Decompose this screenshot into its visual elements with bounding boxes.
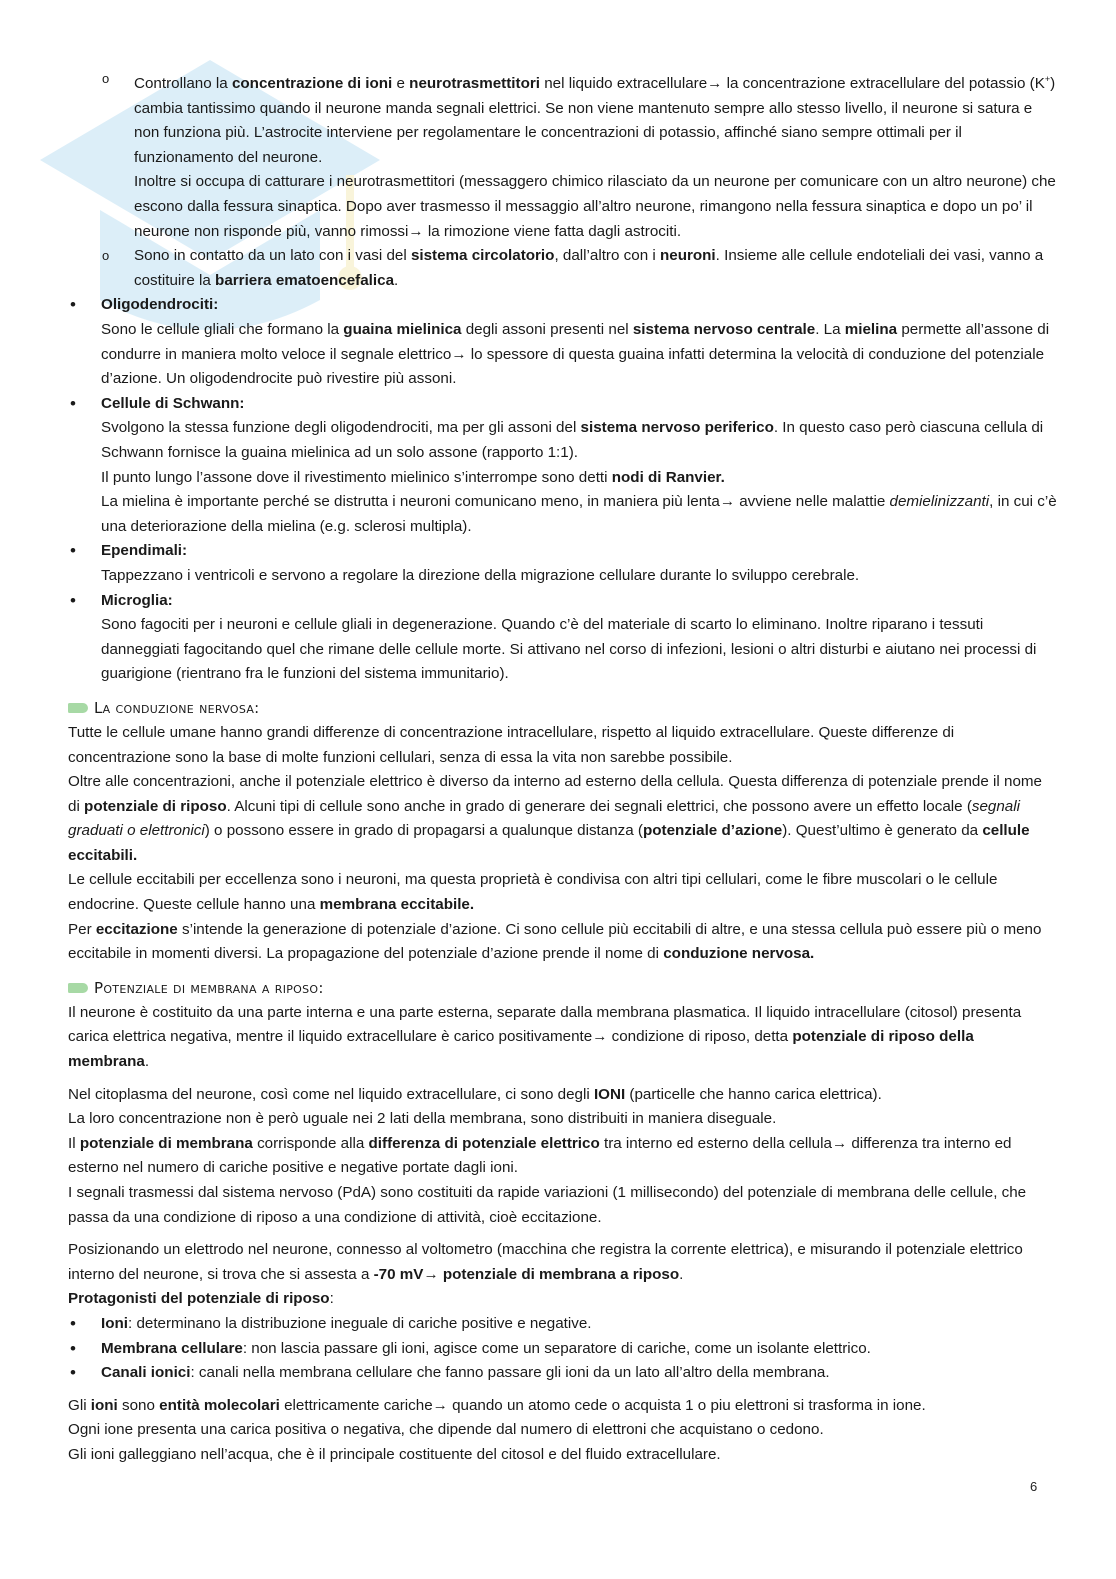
section-heading-conduzione — [68, 695, 1058, 721]
arrow-icon: → — [707, 75, 723, 93]
paragraph: Le cellule eccitabili per eccellenza sono i neuroni, ma questa proprietà è condivisa con altri tipi cellulari, come le fibre muscolari o le cellule endocrine. Queste cellule hanno una membrana eccitabile. — [68, 871, 998, 914]
bullet-marker: • — [70, 541, 76, 561]
bullet-title: Cellule di Schwann: — [101, 394, 245, 412]
paragraph: Tappezzano i ventricoli e servono a regolare la direzione della migrazione cellulare durante lo sviluppo cerebrale. — [101, 566, 860, 584]
paragraph: Tutte le cellule umane hanno grandi differenze di concentrazione intracellulare, rispetto al liquido extracellulare. Queste differenze di concentrazione sono la base di molte funzioni cellulari, senza di essa la vita non sarebbe possibile. — [68, 723, 955, 766]
page-content — [68, 67, 1058, 1468]
arrow-icon: → — [592, 1028, 608, 1046]
paragraph: La loro concentrazione non è però uguale nei 2 lati della membrana, sono distribuiti in maniera diseguale. — [68, 1110, 777, 1128]
arrow-icon: → — [408, 222, 424, 240]
paragraph: Oltre alle concentrazioni, anche il potenziale elettrico è diverso da interno ad esterno della cellula. Questa differenza di potenziale prende il nome di potenziale di riposo. Alcuni tipi di cellule sono anche in grado di generare dei segnali elettrici, che possono avere un effetto locale (segnali graduati o elettronici) o possono essere in grado di propagarsi a qualunque distanza (potenziale d’azione). Quest’ultimo è generato da cellule eccitabili. — [68, 773, 1042, 864]
bullet-marker: • — [70, 393, 76, 413]
section-heading-potenziale — [68, 975, 1058, 1001]
bullet-title: Oligodendrociti: — [101, 296, 219, 314]
paragraph: Il potenziale di membrana corrisponde alla differenza di potenziale elettrico tra interno ed esterno della cellula→ differenza tra interno ed esterno nel numero di cariche positive e negative portate dagli ioni. — [68, 1134, 1012, 1177]
highlighter-icon — [68, 983, 88, 993]
bullet-marker: • — [70, 1338, 76, 1358]
bullet-ependimali — [68, 539, 1058, 588]
paragraph: Sono fagociti per i neuroni e cellule gliali in degenerazione. Quando c’è del materiale di scarto lo eliminano. Inoltre riparano i tessuti danneggiati fagocitando quel che rimane delle cellule morte. Si attivano nel corso di infezioni, lesioni o altri disturbi e aiutano nei processi di guarigione (rientrano fra le funzioni del sistema immunitario). — [101, 616, 1037, 683]
bullet-microglia — [68, 589, 1058, 687]
paragraph: Gli ioni sono entità molecolari elettricamente cariche→ quando un atomo cede o acquista 1 o piu elettroni si trasforma in ione. — [68, 1396, 926, 1414]
bullet-marker: • — [70, 1313, 76, 1333]
highlighter-icon — [68, 703, 88, 713]
arrow-icon: → — [423, 1265, 439, 1283]
arrow-icon: → — [451, 345, 467, 363]
bullet-title: Microglia: — [101, 591, 173, 609]
bullet-marker: • — [70, 590, 76, 610]
paragraph: Protagonisti del potenziale di riposo: — [68, 1290, 334, 1308]
bullet-marker: • — [70, 295, 76, 315]
paragraph: Per eccitazione s’intende la generazione di potenziale d’azione. Ci sono cellule più eccitabili di altre, e una stessa cellula può essere più o meno eccitabile in momenti diversi. La propagazione del potenziale d’azione prende il nome di conduzione nervosa. — [68, 920, 1042, 963]
arrow-icon: → — [719, 493, 736, 511]
bullet-schwann — [68, 392, 1058, 540]
bullet-title: Ependimali: — [101, 542, 188, 560]
paragraph: Posizionando un elettrodo nel neurone, connesso al voltometro (macchina che registra la corrente elettrica), e misurando il potenziale elettrico interno del neurone, si trova che si assesta a -70 mV→ potenziale di membrana a riposo. — [68, 1241, 1023, 1283]
bullet-ioni — [68, 1312, 1058, 1337]
bullet-membrana — [68, 1337, 1058, 1362]
paragraph: Il punto lungo l’assone dove il rivestimento mielinico s’interrompe sono detti nodi di Ranvier. — [101, 468, 725, 486]
paragraph: La mielina è importante perché se distrutta i neuroni comunicano meno, in maniera più lenta→ avviene nelle malattie demielinizzanti, in cui c’è una deteriorazione della mielina (e.g. sclerosi multipla). — [101, 493, 1057, 535]
paragraph: Ioni: determinano la distribuzione ineguale di cariche positive e negative. — [101, 1314, 592, 1332]
arrow-icon: → — [831, 1134, 848, 1152]
paragraph: Svolgono la stessa funzione degli oligodendrociti, ma per gli assoni del sistema nervoso periferico. In questo caso però ciascuna cellula di Schwann fornisce la guaina mielinica ad un solo assone (rapporto 1:1). — [101, 419, 1044, 461]
paragraph: Nel citoplasma del neurone, così come nel liquido extracellulare, ci sono degli IONI (particelle che hanno carica elettrica). — [68, 1085, 882, 1103]
paragraph: Il neurone è costituito da una parte interna e una parte esterna, separate dalla membrana plasmatica. Il liquido intracellulare (citosol) presenta carica elettrica negativa, mentre il liquido extracellulare è carico positivamente→ condizione di riposo, detta potenziale di riposo della membrana. — [68, 1003, 1022, 1071]
page-number: 6 — [1030, 1479, 1038, 1494]
bullet-marker: • — [70, 1363, 76, 1383]
paragraph: Ogni ione presenta una carica positiva o negativa, che dipende dal numero di elettroni che acquistano o cedono. — [68, 1421, 824, 1439]
arrow-icon: → — [432, 1396, 448, 1414]
paragraph: Canali ionici: canali nella membrana cellulare che fanno passare gli ioni da un lato all’altro della membrana. — [101, 1364, 830, 1382]
paragraph: Membrana cellulare: non lascia passare gli ioni, agisce come un separatore di cariche, come un isolante elettrico. — [101, 1339, 871, 1357]
heading-text: La conduzione nervosa: — [94, 698, 260, 717]
sub-bullet-marker: o — [102, 71, 110, 86]
bullet-oligodendrociti — [68, 293, 1058, 391]
paragraph: Gli ioni galleggiano nell’acqua, che è il principale costituente del citosol e del fluido extracellulare. — [68, 1445, 721, 1463]
paragraph: I segnali trasmessi dal sistema nervoso (PdA) sono costituiti da rapide variazioni (1 millisecondo) del potenziale di membrana delle cellule, che passa da una condizione di riposo a una condizione di attività, cioè eccitazione. — [68, 1184, 1027, 1226]
sub-bullet-marker: o — [102, 248, 110, 264]
paragraph: Controllano la concentrazione di ioni e neurotrasmettitori nel liquido extracellulare→ la concentrazione extracellulare del potassio (K+) cambia tantissimo quando il neurone manda segnali elettrici. Se non viene mantenuto sempre allo stesso livello, il neurone si satura e non funziona più. L’astrocite interviene per regolamentare le concentrazioni di potassio, affinché siano sempre ottimali per il funzionamento del neurone. — [134, 74, 1056, 166]
bullet-canali — [68, 1361, 1058, 1386]
sub-item-blood-brain — [68, 244, 1058, 293]
sub-item-ion-control — [68, 67, 1058, 244]
paragraph: Inoltre si occupa di catturare i neurotrasmettitori (messaggero chimico rilasciato da un neurone per comunicare con un altro neurone) che escono dalla fessura sinaptica. Dopo aver trasmesso il messaggio all’altro neurone, rimangono nella fessura sinaptica e dopo un po’ il neurone non risponde più, vanno rimossi→ la rimozione viene fatta dagli astrociti. — [134, 173, 1056, 240]
heading-text: Potenziale di membrana a riposo: — [94, 978, 324, 997]
paragraph: Sono le cellule gliali che formano la guaina mielinica degli assoni presenti nel sistema nervoso centrale. La mielina permette all’assone di condurre in maniera molto veloce il segnale elettrico→ lo spessore di questa guaina infatti determina la velocità di conduzione del potenziale d’azione. Un oligodendrocite può rivestire più assoni. — [101, 321, 1050, 388]
paragraph: Sono in contatto da un lato con i vasi del sistema circolatorio, dall’altro con i neuroni. Insieme alle cellule endoteliali dei vasi, vanno a costituire la barriera ematoencefalica. — [134, 247, 1044, 289]
